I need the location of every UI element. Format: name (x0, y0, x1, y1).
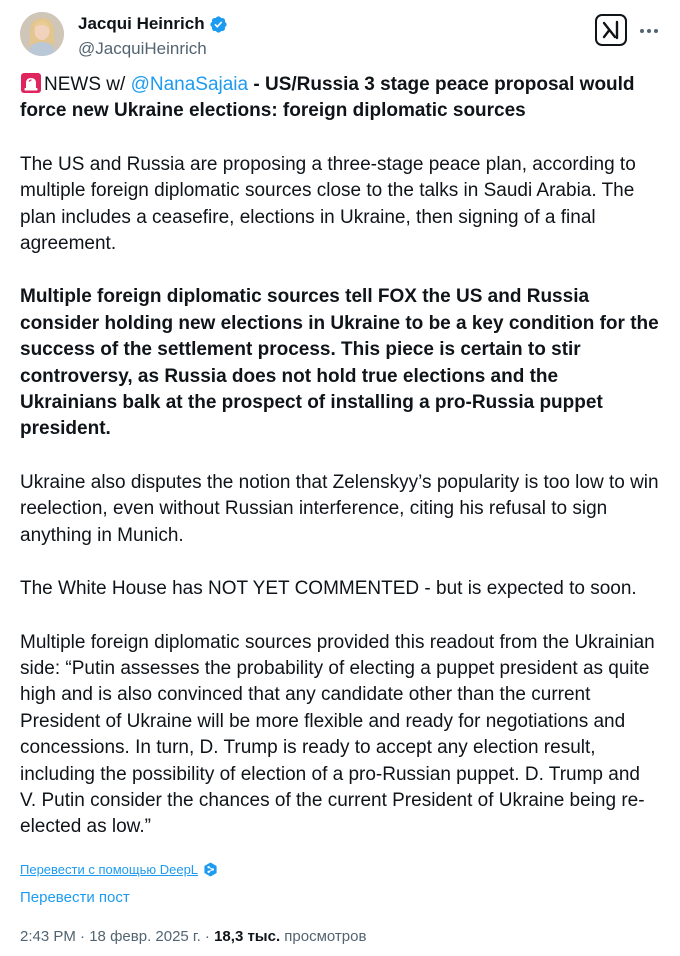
translate-post-button[interactable]: Перевести пост (20, 889, 130, 906)
tweet-meta (20, 928, 366, 945)
headline-title: US/Russia 3 stage peace proposal would force new Ukraine elections: foreign diplomatic sources (20, 74, 635, 122)
siren-emoji-icon (20, 72, 42, 94)
headline-separator: - (248, 74, 265, 95)
verified-badge-icon (209, 15, 228, 34)
mention-link[interactable]: @NanaSajaia (130, 74, 249, 95)
display-name[interactable]: Jacqui Heinrich (78, 14, 205, 33)
meta-separator: · (200, 928, 215, 945)
views-label: просмотров (280, 928, 367, 945)
handle[interactable]: @JacquiHeinrich (78, 39, 207, 58)
translate-deepl-link[interactable] (20, 862, 218, 877)
meta-separator: · (75, 928, 90, 945)
paragraph-4: The White House has NOT YET COMMENTED - but is expected to soon. (20, 578, 637, 600)
paragraph-1: The US and Russia are proposing a three-stage peace plan, according to multiple foreign diplomatic sources close to the talks in Saudi Arabia. The plan includes a ceasefire, elections in Ukraine, then signing of a final agreement. (20, 153, 636, 255)
paragraph-5: Multiple foreign diplomatic sources provided this readout from the Ukrainian side: “Putin assesses the probability of electing a puppet president as quite high and is also convinced that any candidate other than the current President of Ukraine will be more flexible and ready for negotiations and concessions. In turn, D. Trump is ready to accept any election result, including the possibility of election of a pro-Russian puppet. D. Trump and V. Putin consider the chances of the current President of Ukraine being re-elected as low.” (20, 631, 655, 838)
headline (20, 72, 660, 125)
avatar[interactable] (20, 12, 64, 56)
tweet-header (20, 8, 660, 60)
grok-icon[interactable] (595, 14, 627, 46)
headline-prefix: NEWS w/ (44, 74, 131, 95)
display-name-row (78, 12, 228, 36)
tweet-text (20, 72, 660, 868)
paragraph-2: Multiple foreign diplomatic sources tell FOX the US and Russia consider holding new elections in Ukraine to be a key condition for the success of the settlement process. This piece is certain to stir controversy, as Russia does not hold true elections and the Ukrainians balk at the prospect of installing a pro-Russia puppet president. (20, 286, 659, 440)
author-names (78, 12, 228, 59)
views-count[interactable]: 18,3 тыс. (214, 928, 281, 945)
translate-deepl-label[interactable]: Перевести с помощью DeepL (20, 862, 199, 877)
more-horizontal-icon[interactable] (638, 20, 660, 42)
paragraph-3: Ukraine also disputes the notion that Zelenskyy’s popularity is too low to win reelection, even without Russian interference, citing his refusal to sign anything in Munich. (20, 471, 659, 546)
deepl-icon (203, 862, 218, 877)
post-time[interactable]: 2:43 PM (20, 928, 76, 945)
post-date[interactable]: 18 февр. 2025 г. (89, 928, 201, 945)
